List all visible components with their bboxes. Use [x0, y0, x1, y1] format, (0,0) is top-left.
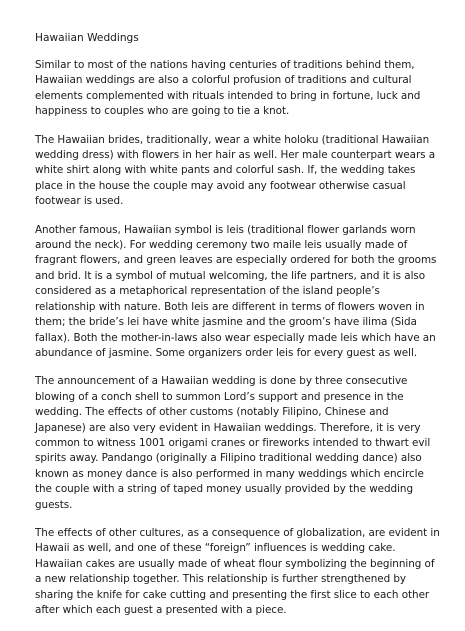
paragraph-leis: Another famous, Hawaiian symbol is leis (traditional flower garlands worn around the neck). For wedding ceremony two maile leis usually made of fragrant flowers, and green leaves are especially ordered for both the grooms and brid. It is a symbol of mutual welcoming, the life partners, and it is also considered as a metaphorical representation of the island people’s relationship with nature. Both leis are different in terms of flowers woven in them; the bride’s lei have white jasmine and the groom’s have ilima (Sida fallax). Both the mother-in-laws also wear especially made leis which have an abundance of jasmine. Some organizers order leis for every guest as well. — [35, 223, 437, 359]
paragraph-intro: Similar to most of the nations having centuries of traditions behind them, Hawaiian weddings are also a colorful profusion of traditions and cultural elements complemented with rituals intended to bring in fortune, luck and happiness to couples who are going to tie a knot. — [35, 59, 421, 118]
paragraph-attire: The Hawaiian brides, traditionally, wear a white holoku (traditional Hawaiian wedding dress) with flowers in her hair as well. Her male counterpart wears a white shirt along with white pants and colorful sash. If, the wedding takes place in the house the couple may avoid any footwear otherwise casual footwear is used. — [35, 133, 436, 208]
paragraph-wedding-cake: The effects of other cultures, as a consequence of globalization, are evident in Hawaii as well, and one of these “foreign” influences is wedding cake. Hawaiian cakes are usually made of wheat flour symbolizing the beginning of a new relationship together. This relationship is further strengthened by sharing the knife for cake cutting and presenting the first slice to each other after which each guest a presented with a piece. — [35, 526, 440, 616]
document-title: Hawaiian Weddings — [35, 32, 139, 44]
document-page — [35, 31, 440, 631]
paragraph-announcement: The announcement of a Hawaiian wedding is done by three consecutive blowing of a conch shell to summon Lord’s support and presence in the wedding. The effects of other customs (notably Filipino, Chinese and Japanese) are also very evident in Hawaiian weddings. Therefore, it is very common to witness 1001 origami cranes or fireworks intended to thwart evil spirits away. Pandango (originally a Filipino traditional wedding dance) also known as money dance is also performed in many weddings which encircle the couple with a string of taped money usually provided by the wedding guests. — [35, 375, 431, 511]
